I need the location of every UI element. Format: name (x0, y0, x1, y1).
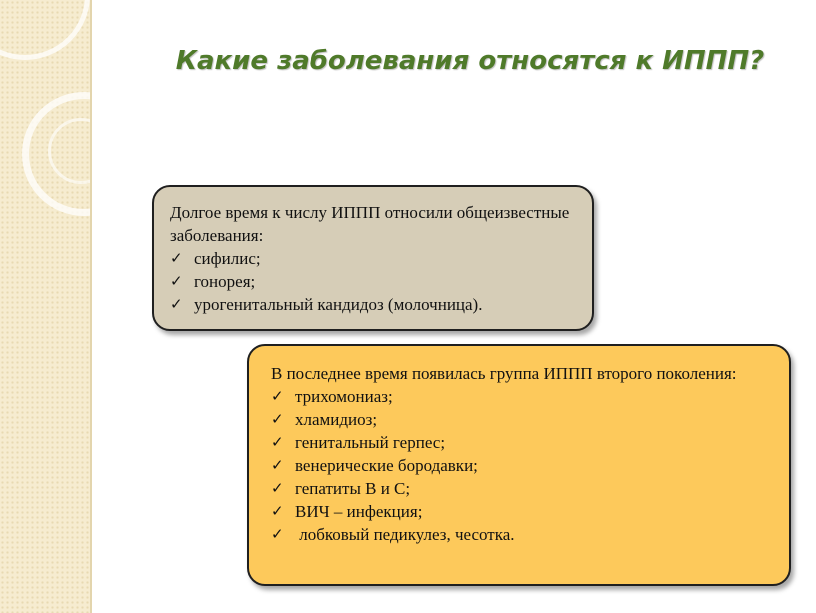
slide-title: Какие заболевания относятся к ИППП? (175, 46, 765, 76)
list-item: ✓ генитальный герпес; (271, 433, 446, 452)
list-item: ✓ урогенитальный кандидоз (молочница). (170, 295, 483, 314)
box-intro: Долгое время к числу ИППП относили общеизвестные заболевания: (170, 203, 570, 245)
checkmark-icon: ✓ (170, 295, 183, 313)
sidebar-divider (90, 0, 92, 613)
list-item: ✓ гонорея; (170, 272, 256, 291)
checkmark-icon: ✓ (271, 525, 284, 543)
checkmark-icon: ✓ (271, 456, 284, 474)
checkmark-icon: ✓ (170, 249, 183, 267)
decorative-ring (0, 0, 90, 60)
disease-list (170, 247, 576, 316)
second-generation-infections-box (247, 344, 791, 586)
checkmark-icon: ✓ (271, 410, 284, 428)
list-item: ✓ гепатиты В и С; (271, 479, 411, 498)
list-item: ✓ хламидиоз; (271, 410, 378, 429)
decorative-sidebar (0, 0, 92, 613)
list-item: ✓ трихомониаз; (271, 387, 393, 406)
list-item: ✓ венерические бородавки; (271, 456, 478, 475)
checkmark-icon: ✓ (271, 479, 284, 497)
disease-list (271, 385, 769, 546)
checkmark-icon: ✓ (271, 502, 284, 520)
checkmark-icon: ✓ (271, 433, 284, 451)
checkmark-icon: ✓ (170, 272, 183, 290)
list-item: ✓ лобковый педикулез, чесотка. (271, 525, 515, 544)
checkmark-icon: ✓ (271, 387, 284, 405)
box-intro: В последнее время появилась группа ИППП второго поколения: (271, 364, 737, 383)
list-item: ✓ сифилис; (170, 249, 261, 268)
classic-infections-box (152, 185, 594, 331)
list-item: ✓ ВИЧ – инфекция; (271, 502, 423, 521)
